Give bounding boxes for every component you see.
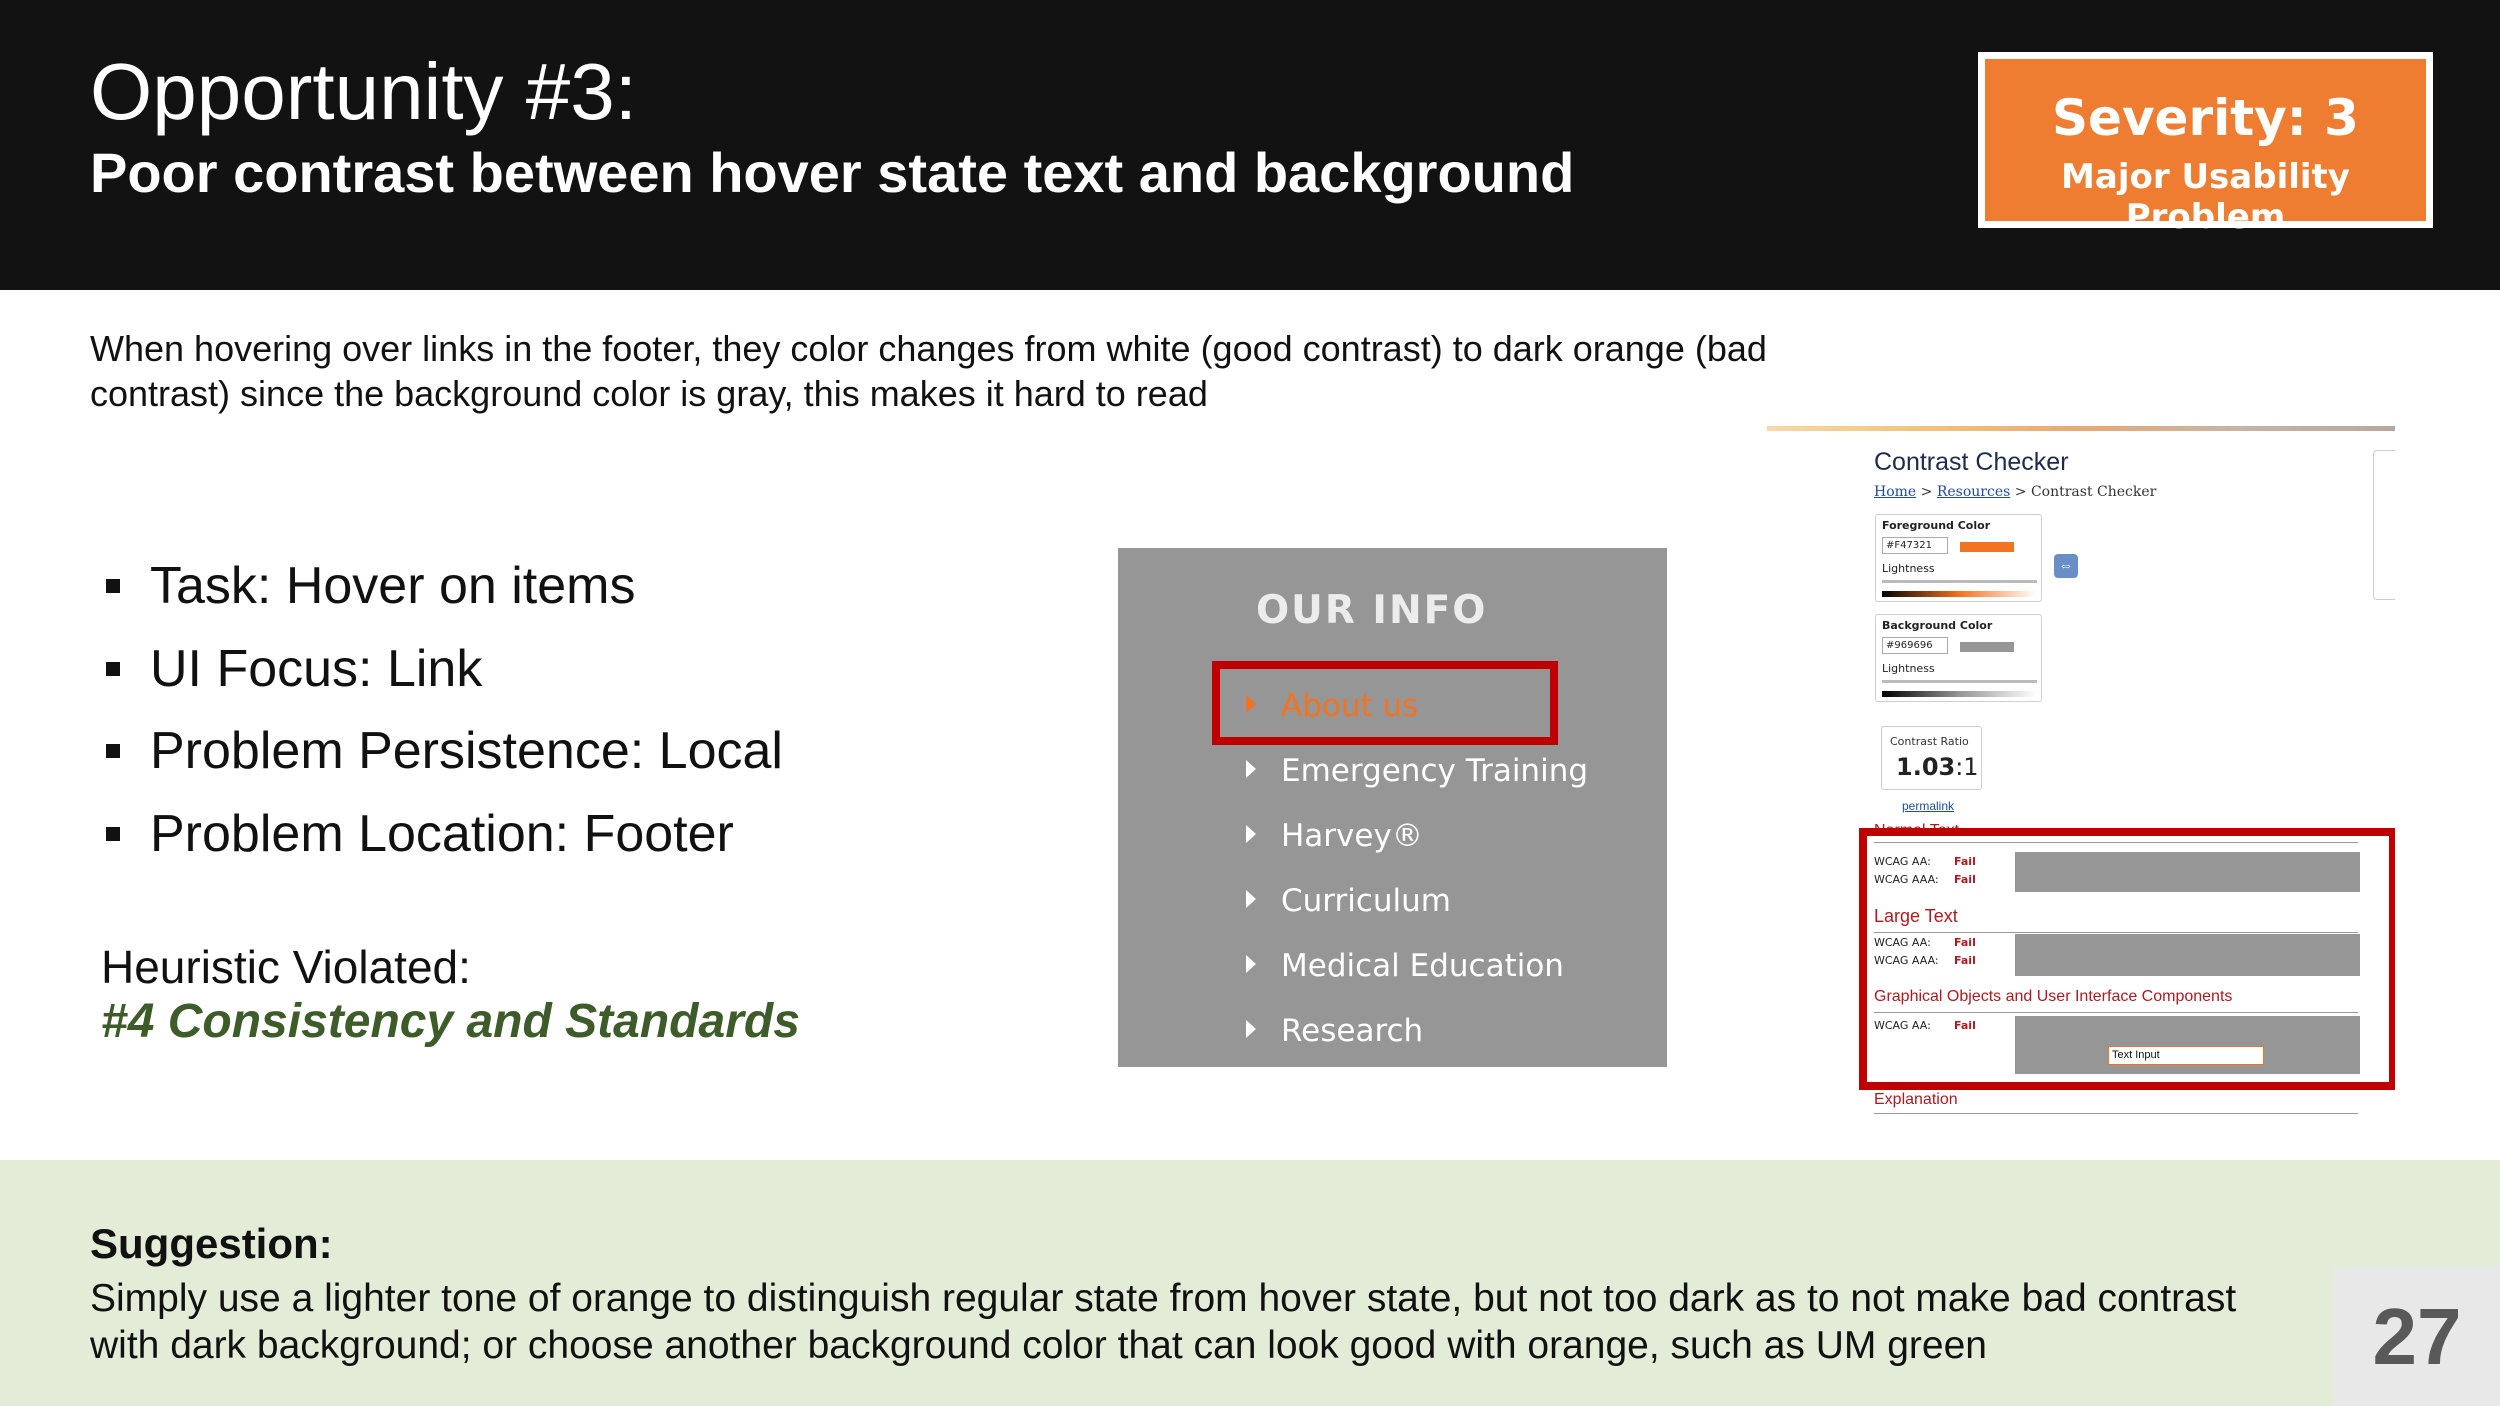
lightness-label: Lightness	[1882, 562, 1935, 575]
fail-label: Fail	[1954, 936, 1976, 949]
wcag-level: WCAG AAA:	[1874, 873, 1939, 886]
fail-label: Fail	[1954, 873, 1976, 886]
footer-link-label: Harvey®	[1281, 818, 1423, 854]
wcag-level: WCAG AAA:	[1874, 954, 1939, 967]
page-number-box	[2334, 1267, 2500, 1406]
normal-text-heading: Normal Text	[1874, 822, 2358, 843]
suggestion-heading: Suggestion:	[90, 1220, 333, 1267]
large-text-heading: Large Text	[1874, 906, 2358, 933]
caret-right-icon	[1246, 760, 1256, 778]
foreground-color-panel	[1875, 514, 2042, 602]
footer-link-harvey[interactable]	[1246, 818, 1423, 854]
footer-link-medical-education[interactable]	[1246, 948, 1564, 984]
bullet-icon	[106, 662, 120, 676]
list-item-text: Problem Persistence: Local	[150, 722, 783, 781]
highlight-box	[1212, 661, 1558, 745]
contrast-ratio-value	[1896, 753, 1979, 781]
severity-label: Severity: 3	[2052, 89, 2359, 147]
list-item-text: Problem Location: Footer	[150, 804, 734, 863]
footer-link-emergency-training[interactable]	[1246, 753, 1588, 789]
footer-screenshot	[1118, 548, 1667, 1067]
contrast-checker-screenshot	[1767, 424, 2395, 1124]
list-item-text: Task: Hover on items	[150, 557, 636, 616]
footer-link-label: Emergency Training	[1281, 753, 1589, 789]
lightness-slider[interactable]	[1882, 580, 2037, 583]
severity-badge	[1978, 52, 2433, 237]
background-color-panel	[1875, 614, 2042, 702]
breadcrumb-resources-link[interactable]: Resources	[1936, 484, 2011, 500]
heuristic-label: Heuristic Violated:	[101, 941, 471, 993]
bullet-icon	[106, 579, 120, 593]
ratio-number: 1.03	[1896, 753, 1956, 781]
checker-title: Contrast Checker	[1874, 448, 2069, 476]
footer-heading: OUR INFO	[1256, 588, 1488, 633]
footer-link-label: About us	[1281, 688, 1419, 724]
footer-link-curriculum[interactable]	[1246, 883, 1451, 919]
slide-subtitle: Poor contrast between hover state text and background	[90, 141, 1575, 204]
footer-link-label: Medical Education	[1281, 948, 1564, 984]
contrast-ratio-label: Contrast Ratio	[1890, 735, 1969, 748]
wcag-level: WCAG AA:	[1874, 936, 1931, 949]
list-item	[106, 628, 783, 711]
bullet-icon	[106, 827, 120, 841]
swap-colors-icon[interactable]: ⇔	[2054, 554, 2078, 578]
foreground-label: Foreground Color	[1882, 519, 1991, 532]
page-number: 27	[2372, 1292, 2462, 1381]
footer-link-research[interactable]	[1246, 1013, 1423, 1049]
slide-header	[0, 0, 2500, 290]
suggestion-section	[0, 1160, 2500, 1406]
background-label: Background Color	[1882, 619, 1993, 632]
problem-description: When hovering over links in the footer, they color changes from white (good contrast) to dark orange (bad contrast) since the background color is gray, this makes it hard to read	[90, 328, 1767, 414]
fail-label: Fail	[1954, 954, 1976, 967]
foreground-swatch[interactable]	[1960, 542, 2014, 552]
heuristic-value: #4 Consistency and Standards	[101, 995, 800, 1048]
list-item	[106, 710, 783, 793]
wcag-level: WCAG AA:	[1874, 1019, 1931, 1032]
side-nav-panel	[2373, 450, 2395, 600]
list-item	[106, 793, 783, 876]
highlight-box	[1859, 828, 2395, 1090]
footer-link-label: Research	[1281, 1013, 1424, 1049]
background-hex-input[interactable]: #969696	[1882, 637, 1948, 654]
breadcrumb-current: Contrast Checker	[2030, 484, 2157, 500]
list-item-text: UI Focus: Link	[150, 639, 483, 698]
breadcrumb: Home > Resources > Contrast Checker	[1874, 484, 2157, 500]
ratio-suffix: :1	[1955, 753, 1979, 781]
caret-right-icon	[1246, 1020, 1256, 1038]
breadcrumb-home-link[interactable]: Home	[1874, 484, 1917, 500]
graphical-objects-heading: Graphical Objects and User Interface Components	[1874, 988, 2358, 1013]
lightness-label: Lightness	[1882, 662, 1935, 675]
permalink-link[interactable]: permalink	[1902, 799, 1955, 813]
lightness-gradient	[1882, 591, 2037, 597]
explanation-heading: Explanation	[1874, 1091, 2358, 1114]
footer-link-label: Curriculum	[1281, 883, 1452, 919]
lightness-gradient	[1882, 691, 2037, 697]
background-swatch[interactable]	[1960, 642, 2014, 652]
bullet-icon	[106, 744, 120, 758]
suggestion-text: Simply use a lighter tone of orange to distinguish regular state from hover state, but not too dark as to not make bad contrast with dark background; or choose another background color that can look good with orange, such as UM green	[90, 1277, 2237, 1367]
caret-right-icon	[1246, 955, 1256, 973]
text-input-sample[interactable]: Text Input	[2108, 1046, 2264, 1065]
detail-list	[106, 545, 783, 875]
list-item	[106, 545, 783, 628]
lightness-slider[interactable]	[1882, 680, 2037, 683]
wcag-level: WCAG AA:	[1874, 855, 1931, 868]
fail-label: Fail	[1954, 1019, 1976, 1032]
fail-label: Fail	[1954, 855, 1976, 868]
severity-description: Major Usability Problem	[2061, 157, 2350, 237]
slide-title: Opportunity #3:	[90, 47, 637, 136]
caret-right-icon	[1246, 825, 1256, 843]
contrast-ratio-box	[1881, 726, 1982, 790]
caret-right-icon	[1246, 890, 1256, 908]
decorative-gradient-bar	[1767, 426, 2395, 431]
foreground-hex-input[interactable]: #F47321	[1882, 537, 1948, 554]
